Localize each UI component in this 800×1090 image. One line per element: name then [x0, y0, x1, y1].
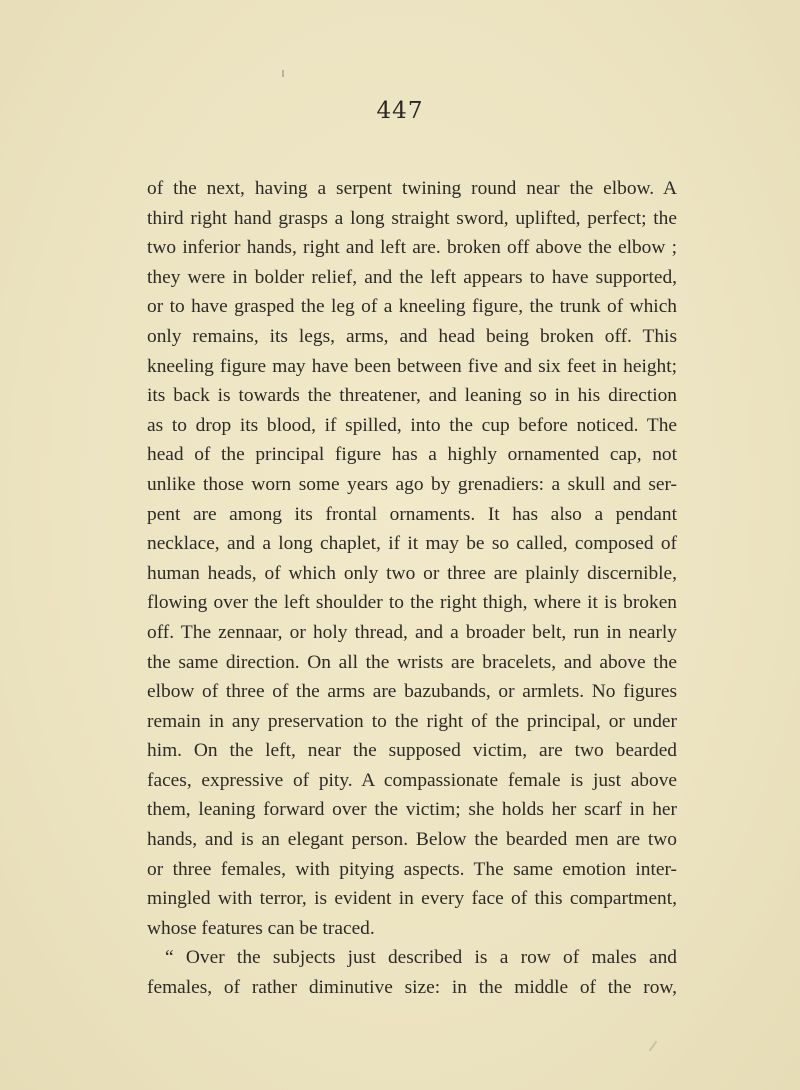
- text-line: the same direction. On all the wrists are bracelets, and above the: [147, 651, 677, 673]
- text-line: females, of rather diminutive size: in the middle of the row,: [147, 977, 677, 999]
- text-line: two inferior hands, right and left are. broken off above the elbow ;: [147, 237, 677, 259]
- text-line: only remains, its legs, arms, and head being broken off. This: [147, 325, 677, 347]
- page-blemish: [649, 1041, 658, 1052]
- text-line: head of the principal figure has a highly ornamented cap, not: [147, 444, 677, 466]
- page-number: 447: [376, 98, 424, 124]
- text-line: flowing over the left shoulder to the right thigh, where it is broken: [147, 592, 677, 614]
- text-line: off. The zennaar, or holy thread, and a broader belt, run in nearly: [147, 621, 677, 643]
- text-line: or to have grasped the leg of a kneeling figure, the trunk of which: [147, 296, 677, 318]
- text-line: third right hand grasps a long straight sword, uplifted, perfect; the: [147, 207, 677, 229]
- page-blemish: [282, 70, 284, 77]
- text-line: him. On the left, near the supposed victim, are two bearded: [147, 740, 677, 762]
- paragraph-end-line: whose features can be traced.: [147, 917, 375, 939]
- text-line: elbow of three of the arms are bazubands, or armlets. No figures: [147, 681, 677, 703]
- text-line: as to drop its blood, if spilled, into the cup before noticed. The: [147, 414, 677, 436]
- text-line: them, leaning forward over the victim; she holds her scarf in her: [147, 799, 677, 821]
- text-line: human heads, of which only two or three are plainly discernible,: [147, 562, 677, 584]
- text-line: of the next, having a serpent twining round near the elbow. A: [147, 178, 677, 199]
- text-line: necklace, and a long chaplet, if it may be so called, composed of: [147, 533, 677, 555]
- text-line: its back is towards the threatener, and leaning so in his direction: [147, 385, 677, 407]
- text-line: mingled with terror, is evident in every face of this compartment,: [147, 888, 677, 910]
- text-line: faces, expressive of pity. A compassionate female is just above: [147, 769, 677, 791]
- body-text: [147, 174, 677, 1003]
- text-line: unlike those worn some years ago by grenadiers: a skull and ser-: [147, 473, 677, 495]
- text-line: pent are among its frontal ornaments. It has also a pendant: [147, 503, 677, 525]
- text-line: kneeling figure may have been between five and six feet in height;: [147, 355, 677, 377]
- text-line: or three females, with pitying aspects. The same emotion inter-: [147, 858, 677, 880]
- quote-paragraph-start: “ Over the subjects just described is a row of males and: [165, 947, 677, 969]
- text-line: remain in any preservation to the right of the principal, or under: [147, 710, 677, 732]
- text-line: hands, and is an elegant person. Below the bearded men are two: [147, 829, 677, 851]
- text-line: they were in bolder relief, and the left appears to have supported,: [147, 266, 677, 288]
